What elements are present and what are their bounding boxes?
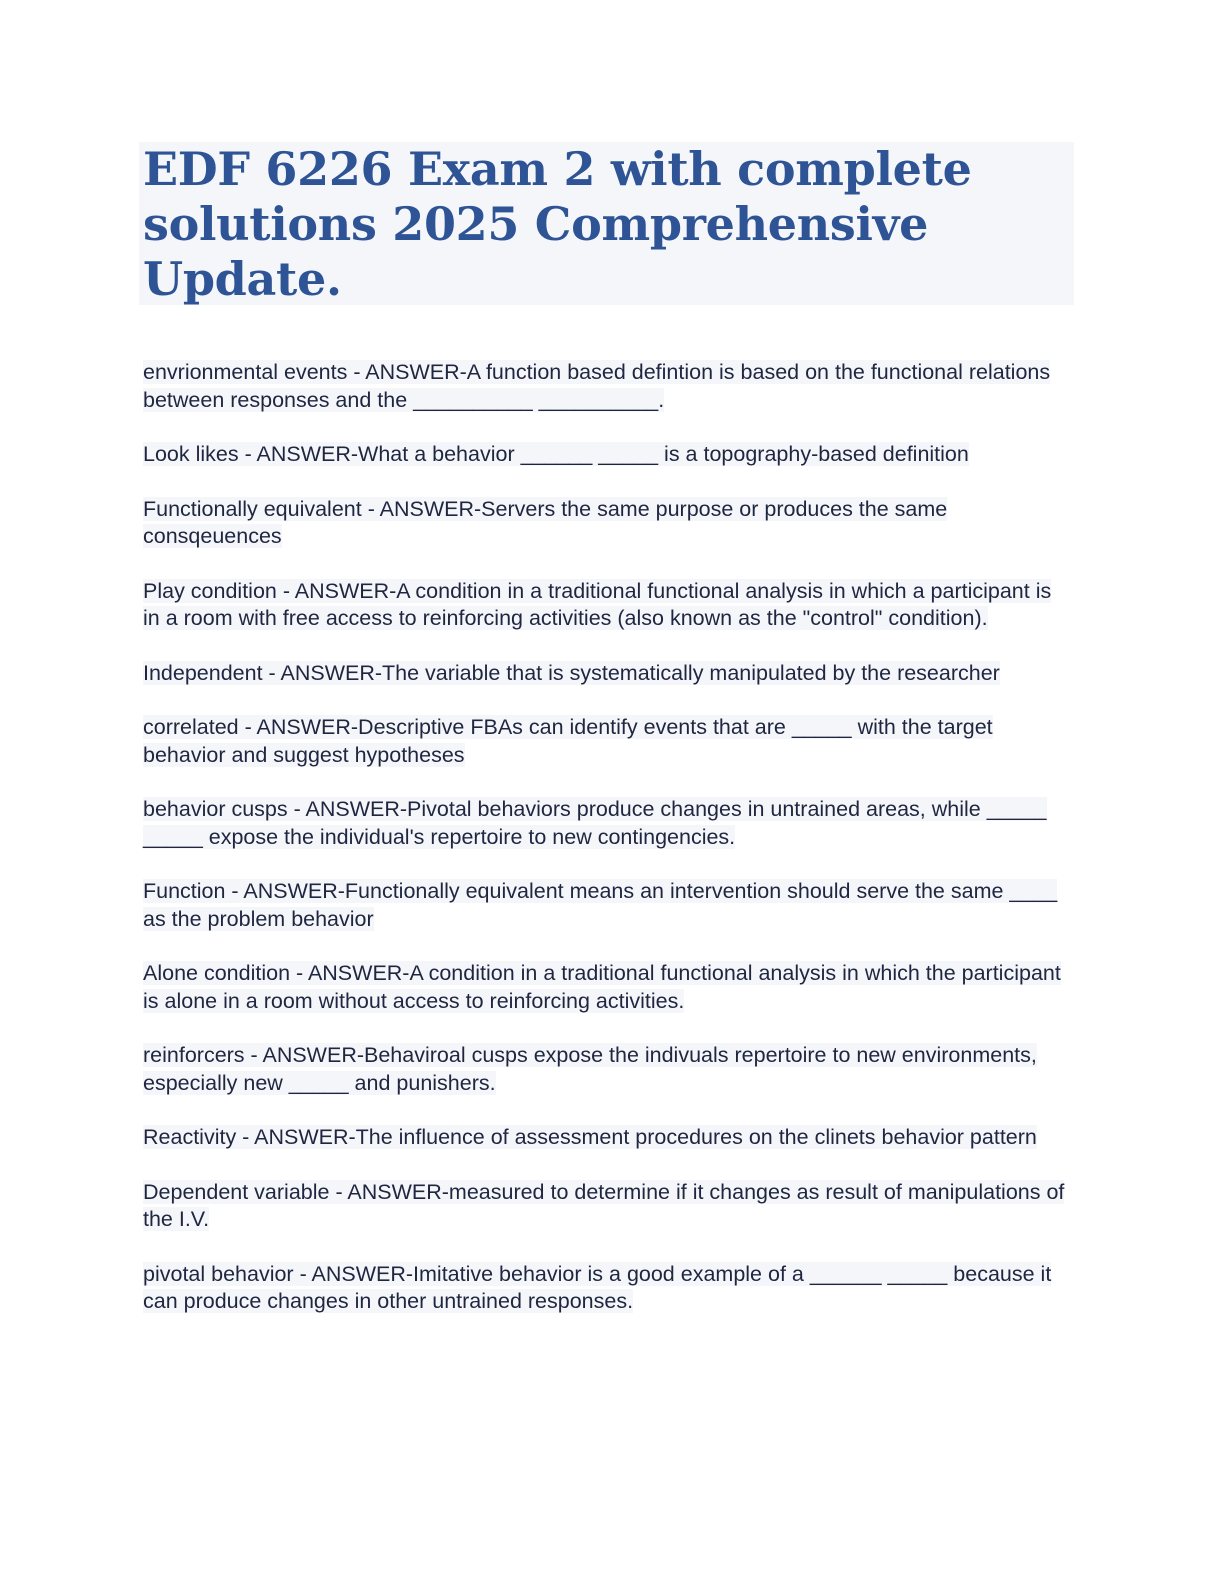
qa-text: behavior cusps - ANSWER-Pivotal behaviors produce changes in untrained areas, while _____ _____ expose the individual's repertoire to new contingencies. [143, 797, 1047, 849]
qa-item [143, 1042, 1073, 1097]
qa-text: Alone condition - ANSWER-A condition in a traditional functional analysis in which the participant is alone in a room without access to reinforcing activities. [143, 961, 1061, 1013]
qa-item [143, 359, 1073, 414]
qa-item [143, 496, 1073, 551]
qa-item [143, 878, 1073, 933]
document-title: EDF 6226 Exam 2 with complete solutions 2025 Comprehensive Update. [143, 142, 972, 306]
qa-text: correlated - ANSWER-Descriptive FBAs can identify events that are _____ with the target behavior and suggest hypotheses [143, 715, 993, 767]
qa-item [143, 660, 1073, 688]
qa-text: pivotal behavior - ANSWER-Imitative behavior is a good example of a ______ _____ because it can produce changes in other untrained responses. [143, 1261, 1052, 1313]
qa-text: Look likes - ANSWER-What a behavior ______ _____ is a topography-based definition [143, 442, 969, 466]
qa-text: Play condition - ANSWER-A condition in a traditional functional analysis in which a participant is in a room with free access to reinforcing activities (also known as the "control" condition). [143, 578, 1052, 630]
qa-item [143, 578, 1073, 633]
qa-text: Function - ANSWER-Functionally equivalent means an intervention should serve the same ____ as the problem behavior [143, 879, 1058, 931]
qa-item [143, 796, 1073, 851]
qa-text: Functionally equivalent - ANSWER-Servers the same purpose or produces the same consqeuences [143, 496, 948, 548]
qa-item [143, 441, 1073, 469]
qa-item [143, 1179, 1073, 1234]
qa-list [143, 359, 1073, 1343]
qa-text: Dependent variable - ANSWER-measured to determine if it changes as result of manipulations of the I.V. [143, 1179, 1065, 1231]
qa-text: envrionmental events - ANSWER-A function based defintion is based on the functional relations between responses and the __________ __________. [143, 360, 1051, 412]
qa-item [143, 960, 1073, 1015]
qa-text: Independent - ANSWER-The variable that is systematically manipulated by the researcher [143, 660, 1000, 685]
qa-item [143, 1261, 1073, 1316]
qa-item [143, 714, 1073, 769]
qa-text: reinforcers - ANSWER-Behaviroal cusps expose the indivuals repertoire to new environments, especially new _____ and punishers. [143, 1043, 1037, 1095]
title-block [139, 142, 1074, 305]
qa-item [143, 1124, 1073, 1152]
qa-text: Reactivity - ANSWER-The influence of assessment procedures on the clinets behavior pattern [143, 1125, 1037, 1149]
